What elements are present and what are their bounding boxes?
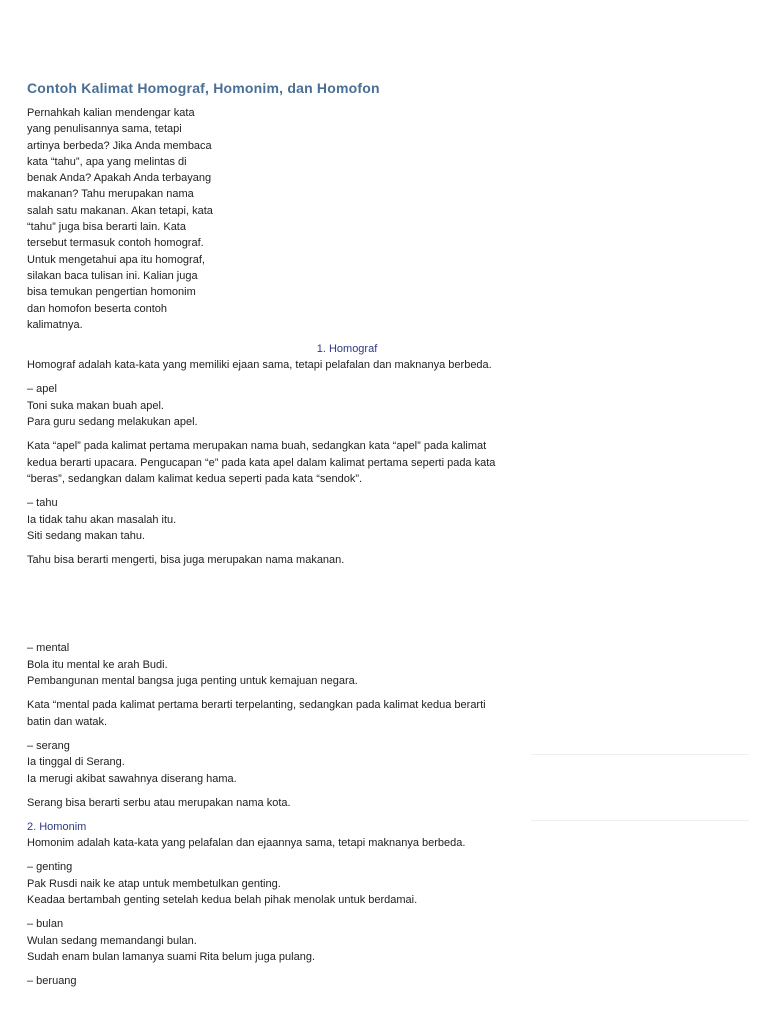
example-word: – beruang [27, 975, 77, 988]
explanation-line: kedua berarti upacara. Pengucapan “e” pada kata apel dalam kalimat pertama seperti pada kata [27, 456, 496, 469]
article [27, 78, 517, 997]
example-tahu [27, 495, 517, 544]
explanation-line: batin dan watak. [27, 715, 108, 728]
intro-line: Untuk mengetahui apa itu homograf, [27, 253, 205, 266]
example-word: – mental [27, 642, 70, 655]
example-word: – apel [27, 383, 57, 396]
intro-line: makanan? Tahu merupakan nama [27, 188, 194, 201]
homonim-definition: Homonim adalah kata-kata yang pelafalan dan ejaannya sama, tetapi maknanya berbeda. [27, 837, 466, 850]
example-sentence: Toni suka makan buah apel. [27, 399, 164, 412]
intro-line: artinya berbeda? Jika Anda membaca [27, 139, 212, 152]
intro-line: silakan baca tulisan ini. Kalian juga [27, 269, 198, 282]
example-word: – tahu [27, 497, 58, 510]
intro-line: kata “tahu”, apa yang melintas di [27, 155, 187, 168]
intro-line: bisa temukan pengertian homonim [27, 286, 196, 299]
example-sentence: Ia tinggal di Serang. [27, 756, 125, 769]
explanation-tahu: Tahu bisa berarti mengerti, bisa juga merupakan nama makanan. [27, 554, 345, 567]
article-title: Contoh Kalimat Homograf, Homonim, dan Homofon [27, 80, 380, 96]
intro-line: Pernahkah kalian mendengar kata [27, 107, 195, 119]
explanation-line: Kata “mental pada kalimat pertama berarti terpelanting, sedangkan pada kalimat kedua berarti [27, 699, 486, 712]
example-beruang [27, 973, 517, 989]
section-heading-homograf: 1. Homograf [316, 343, 378, 356]
intro-line: dan homofon beserta contoh [27, 302, 168, 315]
ad-space [27, 576, 517, 640]
sidebar-divider-bottom [531, 820, 749, 821]
intro-line: tersebut termasuk contoh homograf. [27, 237, 204, 250]
example-bulan [27, 916, 517, 965]
explanation-line: “beras”, sedangkan dalam kalimat kedua seperti pada kata “sendok”. [27, 472, 363, 485]
explanation-line: Kata “apel” pada kalimat pertama merupakan nama buah, sedangkan kata “apel” pada kalimat [27, 440, 487, 453]
example-sentence: Para guru sedang melakukan apel. [27, 416, 198, 429]
example-apel [27, 381, 517, 430]
example-sentence: Pak Rusdi naik ke atap untuk membetulkan genting. [27, 877, 281, 890]
example-sentence: Ia merugi akibat sawahnya diserang hama. [27, 772, 237, 785]
homograf-definition: Homograf adalah kata-kata yang memiliki ejaan sama, tetapi pelafalan dan maknanya berbeda. [27, 359, 492, 372]
intro-line: “tahu” juga bisa berarti lain. Kata [27, 221, 186, 234]
explanation-mental [27, 697, 517, 730]
example-word: – bulan [27, 918, 64, 931]
intro-line: salah satu makanan. Akan tetapi, kata [27, 204, 213, 217]
example-serang [27, 738, 517, 787]
explanation-apel [27, 438, 517, 487]
example-sentence: Siti sedang makan tahu. [27, 529, 146, 542]
example-sentence: Wulan sedang memandangi bulan. [27, 934, 197, 947]
example-word: – serang [27, 739, 70, 752]
intro-line: benak Anda? Apakah Anda terbayang [27, 172, 212, 185]
example-sentence: Keadaa bertambah genting setelah kedua belah pihak menolak untuk berdamai. [27, 893, 418, 906]
example-word: – genting [27, 861, 73, 874]
intro-paragraph [27, 105, 227, 333]
example-sentence: Bola itu mental ke arah Budi. [27, 658, 168, 671]
example-mental [27, 640, 517, 689]
intro-line: yang penulisannya sama, tetapi [27, 123, 182, 136]
example-sentence: Pembangunan mental bangsa juga penting untuk kemajuan negara. [27, 675, 358, 688]
intro-line: kalimatnya. [27, 318, 83, 331]
example-genting [27, 859, 517, 908]
section-heading-homonim: 2. Homonim [27, 821, 87, 834]
example-sentence: Sudah enam bulan lamanya suami Rita belum juga pulang. [27, 950, 316, 963]
explanation-serang: Serang bisa berarti serbu atau merupakan nama kota. [27, 796, 291, 809]
example-sentence: Ia tidak tahu akan masalah itu. [27, 513, 177, 526]
sidebar-divider-top [531, 754, 749, 755]
